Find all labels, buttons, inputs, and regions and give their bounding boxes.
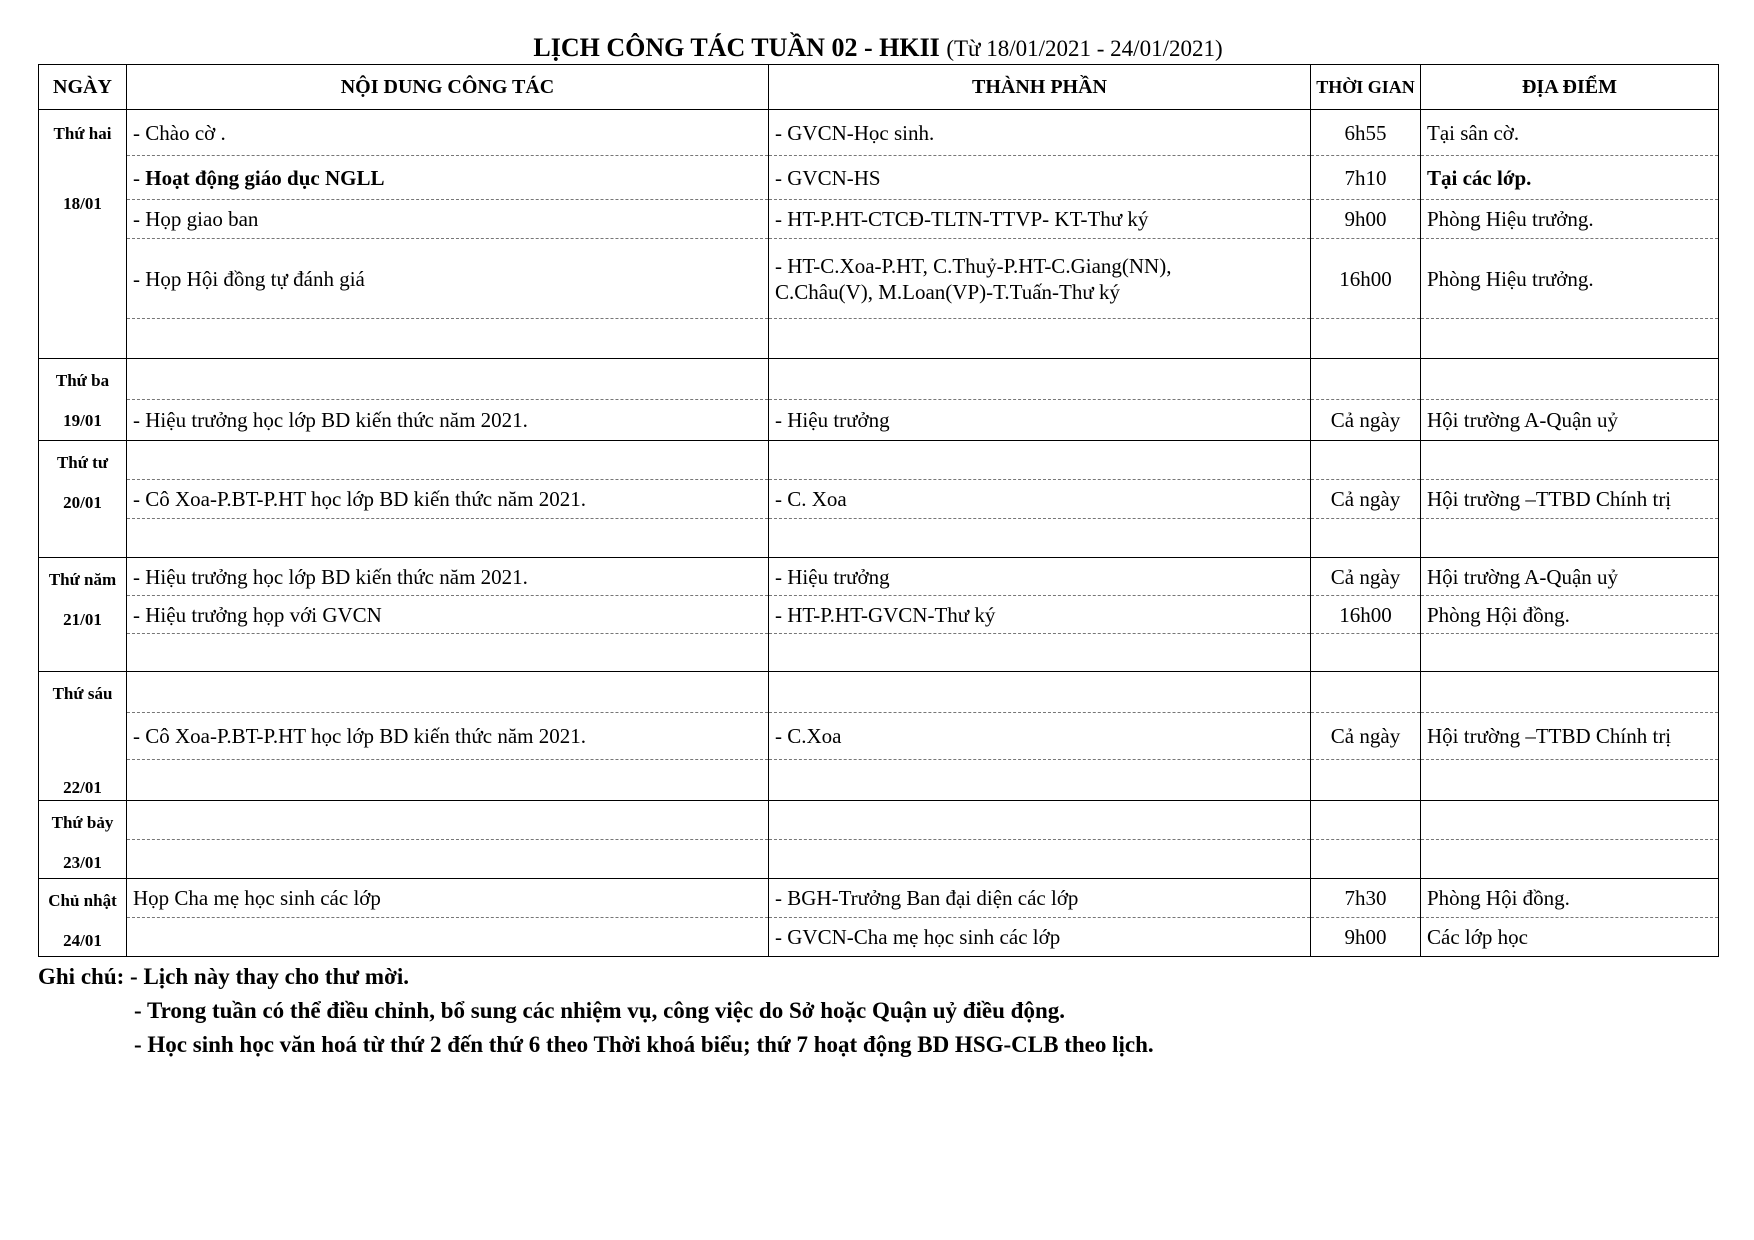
place-cell: Hội trường –TTBD Chính trị [1421,480,1719,519]
time-cell [1311,319,1421,359]
day-cell-tuesday [39,359,127,441]
day-date: 23/01 [63,853,102,872]
table-row [39,239,1719,319]
time-cell: Cả ngày [1311,480,1421,519]
title-date-range: (Từ 18/01/2021 - 24/01/2021) [946,36,1223,61]
day-cell-monday [39,110,127,359]
place-cell: Các lớp học [1421,918,1719,957]
table-row [39,400,1719,441]
table-row [39,759,1719,800]
time-cell [1311,441,1421,480]
members-cell: - GVCN-Cha mẹ học sinh các lớp [769,918,1311,957]
table-row [39,840,1719,879]
day-name: Thứ sáu [52,684,113,703]
members-cell [769,359,1311,400]
place-cell [1421,519,1719,558]
members-cell: - GVCN-HS [769,156,1311,200]
content-cell [127,634,769,672]
day-name: Thứ hai [53,124,112,143]
members-cell [769,634,1311,672]
time-cell: Cả ngày [1311,400,1421,441]
content-cell: - Họp giao ban [127,200,769,239]
day-cell-wednesday [39,441,127,558]
content-cell [127,840,769,879]
table-row [39,480,1719,519]
time-cell: 7h10 [1311,156,1421,200]
page-title [38,33,1718,64]
place-cell: Hội trường –TTBD Chính trị [1421,713,1719,760]
members-cell [769,801,1311,840]
members-cell [769,239,1311,319]
content-cell [127,918,769,957]
place-cell: Hội trường A-Quận uỷ [1421,400,1719,441]
time-cell [1311,519,1421,558]
day-date: 24/01 [63,931,102,950]
day-name: Thứ năm [48,570,117,589]
time-cell: 7h30 [1311,879,1421,918]
members-cell [769,840,1311,879]
members-line: C.Châu(V), M.Loan(VP)-T.Tuấn-Thư ký [775,279,1121,304]
content-bold: Hoạt động giáo dục NGLL [145,165,385,190]
table-row [39,156,1719,200]
note-item: - Học sinh học văn hoá từ thứ 2 đến thứ 6 theo Thời khoá biểu; thứ 7 hoạt động BD HSG-CLB theo lịch. [134,1032,1154,1057]
notes-section [38,960,1154,1062]
members-cell: - C.Xoa [769,713,1311,760]
content-cell: - Hiệu trưởng họp với GVCN [127,596,769,634]
content-cell: Họp Cha mẹ học sinh các lớp [127,879,769,918]
place-cell [1421,801,1719,840]
content-cell [127,519,769,558]
day-cell-thursday [39,558,127,672]
content-prefix: - [133,165,146,190]
time-cell: 16h00 [1311,239,1421,319]
time-cell [1311,801,1421,840]
day-cell-friday [39,672,127,801]
time-cell: 9h00 [1311,918,1421,957]
table-row [39,634,1719,672]
table-row [39,319,1719,359]
schedule-table [38,64,1719,957]
header-row [39,65,1719,110]
place-cell: Tại các lớp. [1421,156,1719,200]
note-item: - Trong tuần có thể điều chỉnh, bổ sung các nhiệm vụ, công việc do Sở hoặc Quận uỷ điều động. [134,998,1066,1023]
place-cell [1421,634,1719,672]
time-cell: 6h55 [1311,110,1421,156]
table-row [39,359,1719,400]
members-cell: - Hiệu trưởng [769,400,1311,441]
members-cell [769,672,1311,713]
day-cell-sunday [39,879,127,957]
table-row [39,918,1719,957]
day-date: 19/01 [63,411,102,430]
place-cell: Tại sân cờ. [1421,110,1719,156]
members-cell: - HT-P.HT-CTCĐ-TLTN-TTVP- KT-Thư ký [769,200,1311,239]
time-cell: 16h00 [1311,596,1421,634]
day-date: 18/01 [63,194,102,213]
day-date: 20/01 [63,493,102,512]
members-cell [769,319,1311,359]
members-cell [769,759,1311,800]
members-cell: - C. Xoa [769,480,1311,519]
header-members: THÀNH PHẦN [769,65,1311,110]
place-cell [1421,441,1719,480]
table-row [39,558,1719,596]
place-cell [1421,359,1719,400]
header-place: ĐỊA ĐIỂM [1421,65,1719,110]
place-cell: Phòng Hiệu trưởng. [1421,239,1719,319]
table-row [39,879,1719,918]
content-cell [127,359,769,400]
time-cell [1311,672,1421,713]
content-cell: - Chào cờ . [127,110,769,156]
day-name: Thứ ba [55,371,110,390]
content-cell: - Hiệu trưởng học lớp BD kiến thức năm 2021. [127,400,769,441]
content-cell [127,441,769,480]
content-cell: - Cô Xoa-P.BT-P.HT học lớp BD kiến thức năm 2021. [127,713,769,760]
day-name: Thứ bảy [51,813,114,832]
members-cell [769,441,1311,480]
place-cell: Phòng Hội đồng. [1421,596,1719,634]
title-main: LỊCH CÔNG TÁC TUẦN 02 - HKII [533,33,940,62]
header-time: THỜI GIAN [1311,65,1421,110]
content-cell [127,801,769,840]
content-cell: - Hiệu trưởng học lớp BD kiến thức năm 2021. [127,558,769,596]
day-name: Chủ nhật [48,891,117,910]
table-row [39,200,1719,239]
note-line [38,960,1154,994]
place-cell [1421,759,1719,800]
header-content: NỘI DUNG CÔNG TÁC [127,65,769,110]
place-cell [1421,840,1719,879]
table-row [39,713,1719,760]
day-date: 22/01 [63,778,102,797]
time-cell [1311,759,1421,800]
content-cell [127,759,769,800]
members-cell [769,519,1311,558]
time-cell [1311,359,1421,400]
content-cell [127,156,769,200]
content-cell: - Cô Xoa-P.BT-P.HT học lớp BD kiến thức năm 2021. [127,480,769,519]
content-cell [127,672,769,713]
members-cell: - Hiệu trưởng [769,558,1311,596]
note-item: : - Lịch này thay cho thư mời. [116,964,409,989]
content-cell: - Họp Hội đồng tự đánh giá [127,239,769,319]
place-cell: Hội trường A-Quận uỷ [1421,558,1719,596]
members-line: - HT-C.Xoa-P.HT, C.Thuỷ-P.HT-C.Giang(NN), [775,253,1172,278]
members-cell: - HT-P.HT-GVCN-Thư ký [769,596,1311,634]
members-cell: - BGH-Trưởng Ban đại diện các lớp [769,879,1311,918]
day-name: Thứ tư [56,453,109,472]
time-cell [1311,634,1421,672]
table-row [39,441,1719,480]
table-row [39,801,1719,840]
header-day: NGÀY [39,65,127,110]
table-row [39,519,1719,558]
time-cell [1311,840,1421,879]
time-cell: Cả ngày [1311,558,1421,596]
place-cell: Phòng Hiệu trưởng. [1421,200,1719,239]
table-row [39,596,1719,634]
place-cell: Phòng Hội đồng. [1421,879,1719,918]
day-cell-saturday [39,801,127,879]
content-cell [127,319,769,359]
time-cell: Cả ngày [1311,713,1421,760]
place-cell [1421,672,1719,713]
place-cell [1421,319,1719,359]
table-row [39,110,1719,156]
day-date: 21/01 [63,610,102,629]
members-cell: - GVCN-Học sinh. [769,110,1311,156]
notes-label: Ghi chú [38,964,117,989]
table-row [39,672,1719,713]
time-cell: 9h00 [1311,200,1421,239]
